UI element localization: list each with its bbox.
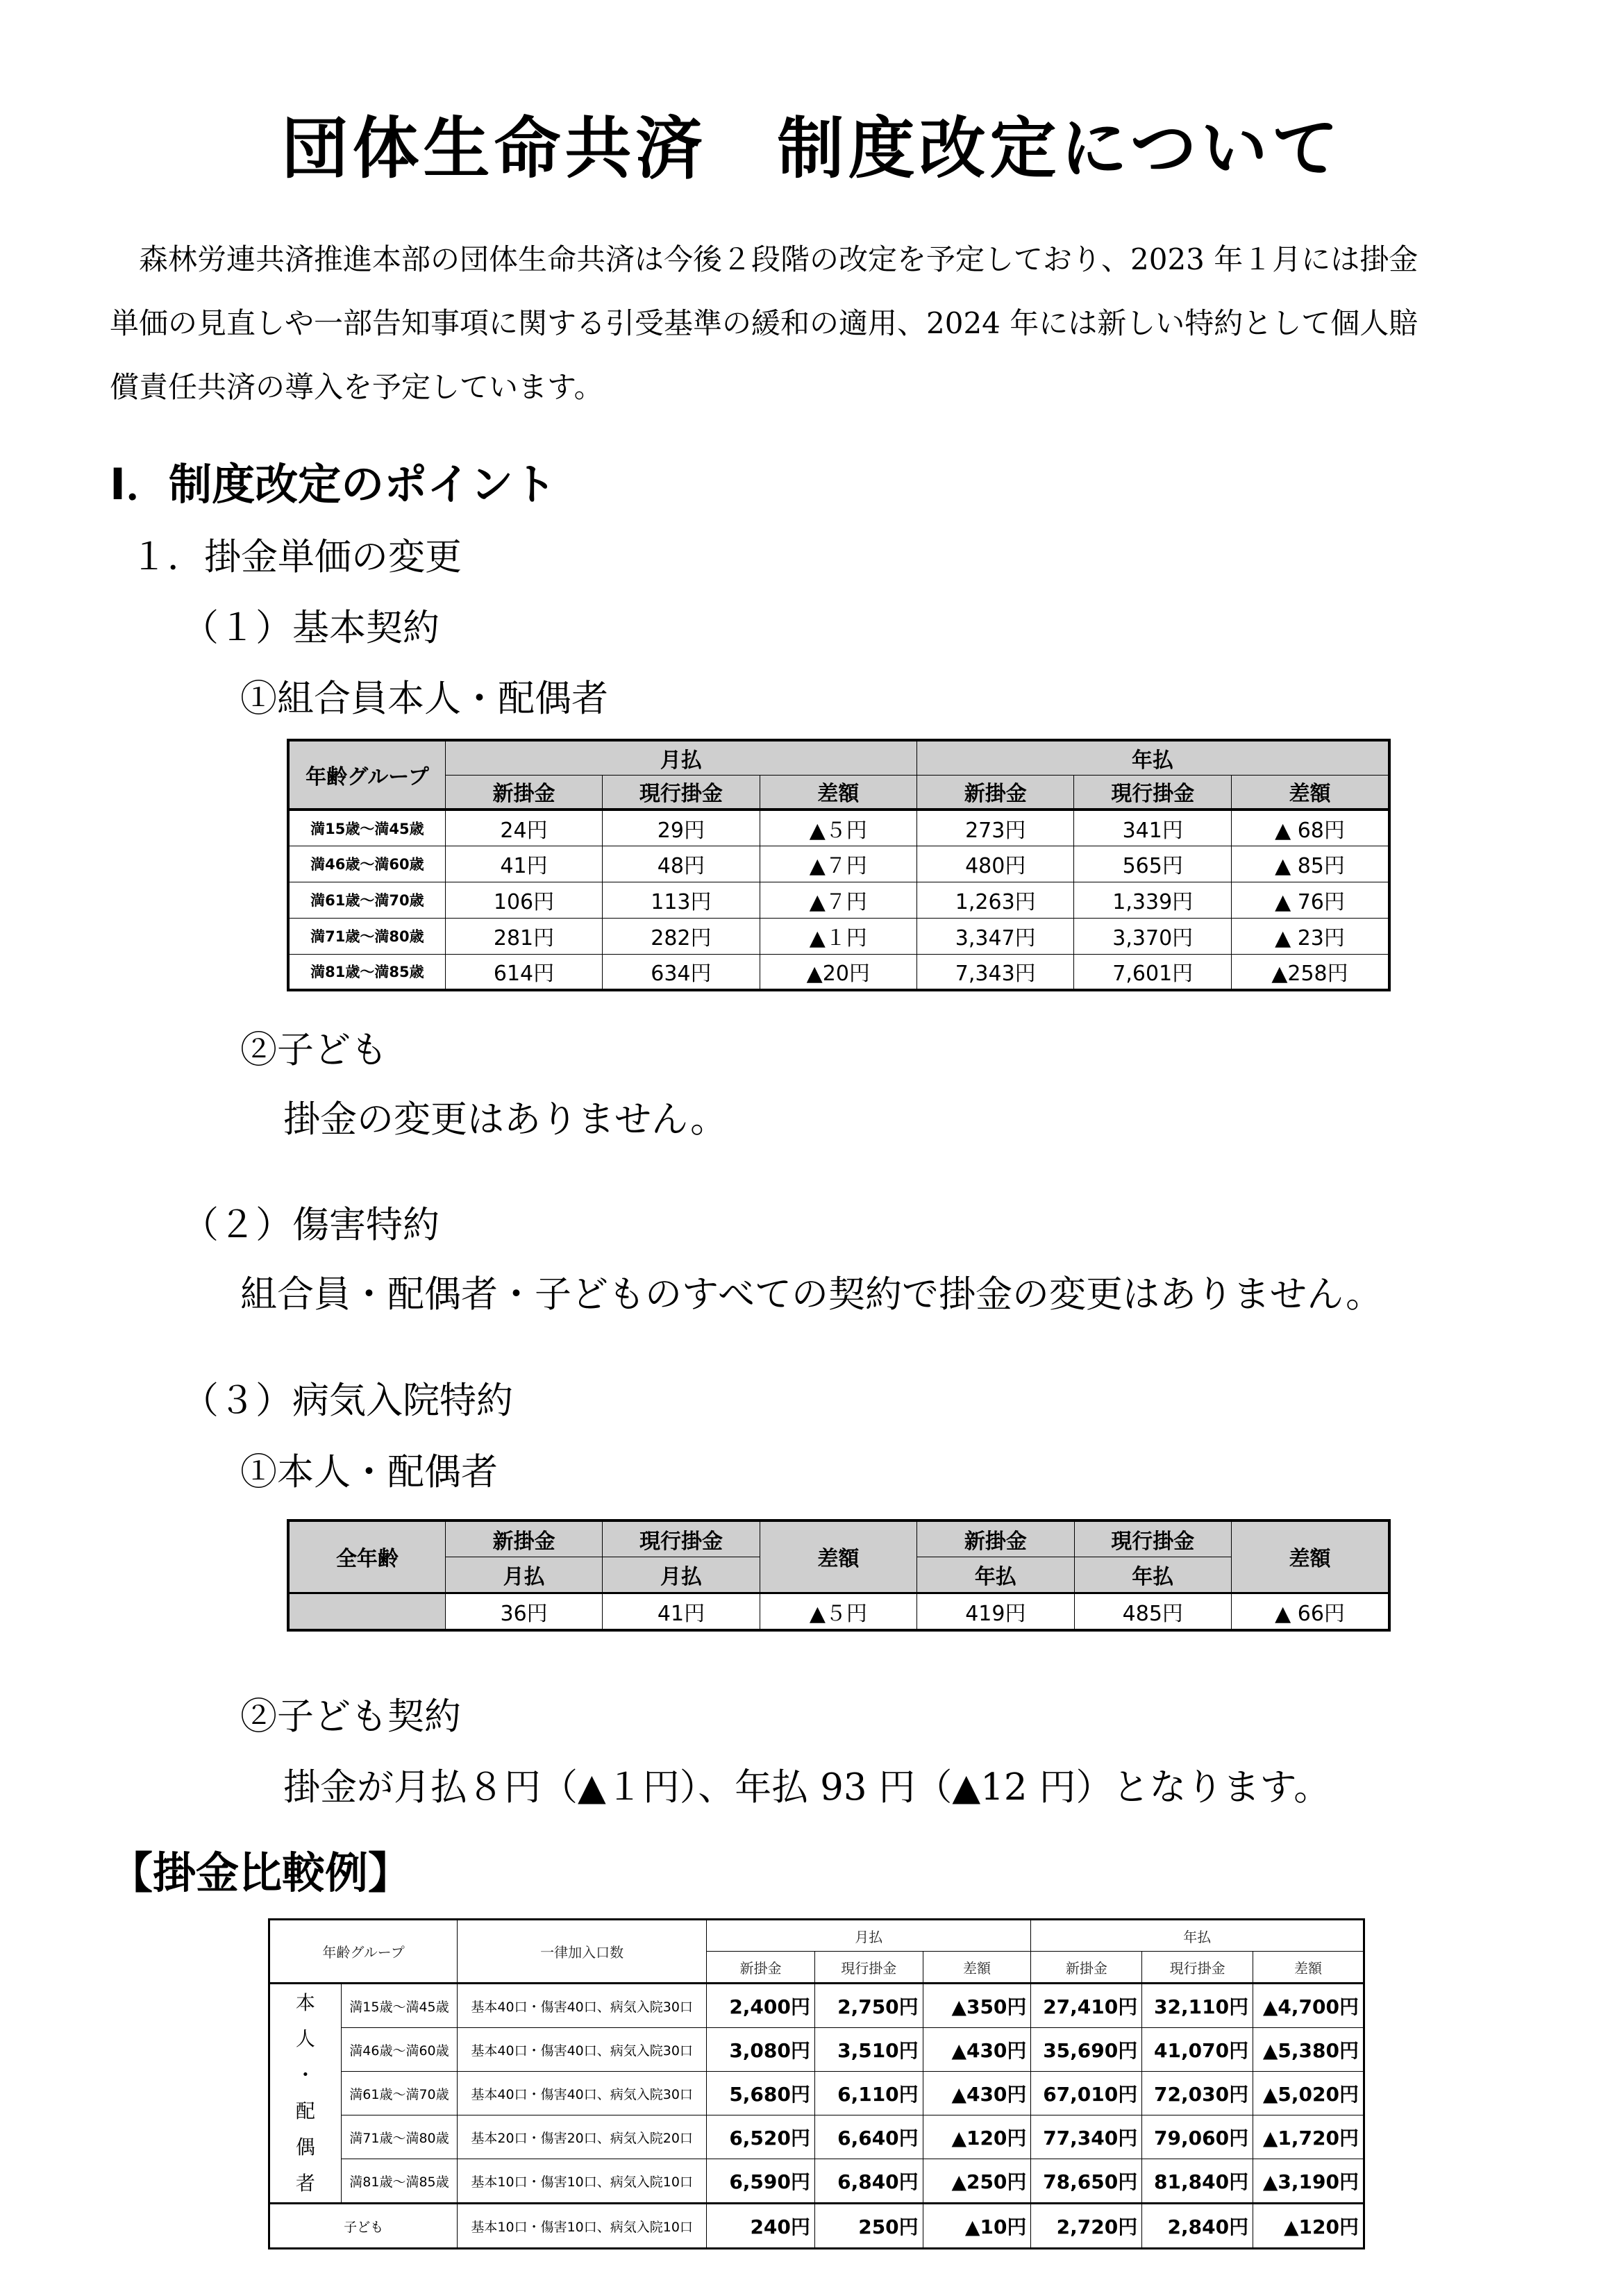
column-header: 差額 xyxy=(1232,1520,1389,1593)
age-cell: 満81歳～満85歳 xyxy=(341,2159,458,2204)
value-cell: 614円 xyxy=(445,954,602,990)
diff-cell: ▲７円 xyxy=(760,882,916,918)
table-row xyxy=(288,918,1389,954)
table-row xyxy=(269,2072,1364,2115)
member-spouse-label: 本 人 ・ 配 偶 者 xyxy=(269,1984,342,2204)
value-cell: 2,400円 xyxy=(707,1984,815,2028)
value-cell: 29円 xyxy=(603,810,760,846)
section-heading: Ⅰ．制度改定のポイント xyxy=(110,459,557,510)
age-cell: 満71歳～満80歳 xyxy=(341,2115,458,2159)
value-cell: 6,840円 xyxy=(814,2159,923,2204)
column-header: 新掛金 xyxy=(917,1520,1074,1557)
column-header: 現行掛金 xyxy=(1142,1952,1253,1984)
value-cell: 77,340円 xyxy=(1031,2115,1142,2159)
units-cell: 基本40口・傷害40口、病気入院30口 xyxy=(458,2072,707,2115)
diff-cell: ▲3,190円 xyxy=(1253,2159,1364,2204)
value-cell: 78,650円 xyxy=(1031,2159,1142,2204)
column-header: 差額 xyxy=(760,1520,916,1593)
value-cell: 480円 xyxy=(916,846,1074,882)
table-row xyxy=(288,954,1389,990)
column-header: 新掛金 xyxy=(1031,1952,1142,1984)
column-header: 差額 xyxy=(760,775,916,810)
diff-cell: ▲120円 xyxy=(1253,2204,1364,2249)
intro-line: 単価の見直しや一部告知事項に関する引受基準の緩和の適用、2024 年には新しい特約として個人賠 xyxy=(110,306,1418,340)
units-cell: 基本10口・傷害10口、病気入院10口 xyxy=(458,2204,707,2249)
value-cell: 81,840円 xyxy=(1142,2159,1253,2204)
comparison-table xyxy=(268,1918,1365,2249)
diff-cell: ▲430円 xyxy=(923,2072,1031,2115)
child-heading: ②子ども xyxy=(240,1029,387,1071)
column-header: 差額 xyxy=(1253,1952,1364,1984)
value-cell: 24円 xyxy=(445,810,602,846)
column-header: 現行掛金 xyxy=(603,1520,760,1557)
illness-child-heading: ②子ども契約 xyxy=(240,1695,461,1738)
value-cell: 27,410円 xyxy=(1031,1984,1142,2028)
column-subheader: 年払 xyxy=(1074,1557,1231,1593)
monthly-header: 月払 xyxy=(445,740,916,775)
table-row xyxy=(269,2028,1364,2072)
value-cell: 41,070円 xyxy=(1142,2028,1253,2072)
illness-heading: （３）病気入院特約 xyxy=(182,1380,513,1422)
value-cell: 67,010円 xyxy=(1031,2072,1142,2115)
value-cell: 3,347円 xyxy=(916,918,1074,954)
table-row xyxy=(269,2204,1364,2249)
value-cell: 113円 xyxy=(603,882,760,918)
value-cell: 7,343円 xyxy=(916,954,1074,990)
age-group-header: 年齢グループ xyxy=(269,1920,458,1984)
table-row xyxy=(288,882,1389,918)
intro-line: 森林労連共済推進本部の団体生命共済は今後２段階の改定を予定しており、2023 年１月には掛金 xyxy=(139,242,1418,276)
table-row xyxy=(288,846,1389,882)
units-cell: 基本40口・傷害40口、病気入院30口 xyxy=(458,1984,707,2028)
units-cell: 基本10口・傷害10口、病気入院10口 xyxy=(458,2159,707,2204)
value-cell: 6,640円 xyxy=(814,2115,923,2159)
value-cell: 5,680円 xyxy=(707,2072,815,2115)
column-header: 現行掛金 xyxy=(1074,1520,1231,1557)
diff-cell: ▲ 66円 xyxy=(1232,1593,1389,1630)
units-cell: 基本20口・傷害20口、病気入院20口 xyxy=(458,2115,707,2159)
diff-cell: ▲350円 xyxy=(923,1984,1031,2028)
age-cell: 満81歳～満85歳 xyxy=(288,954,445,990)
units-cell: 基本40口・傷害40口、病気入院30口 xyxy=(458,2028,707,2072)
basic-premium-table xyxy=(287,739,1391,991)
diff-cell: ▲5,020円 xyxy=(1253,2072,1364,2115)
value-cell: 341円 xyxy=(1074,810,1232,846)
column-header: 新掛金 xyxy=(445,1520,602,1557)
table-row xyxy=(288,1593,1389,1630)
diff-cell: ▲ 76円 xyxy=(1231,882,1389,918)
column-header: 新掛金 xyxy=(445,775,602,810)
yearly-header: 年払 xyxy=(1031,1920,1364,1952)
basic-contract-heading: （１）基本契約 xyxy=(182,607,440,649)
age-cell: 満61歳～満70歳 xyxy=(341,2072,458,2115)
intro-paragraph xyxy=(110,228,1505,419)
injury-text: 組合員・配偶者・子どものすべての契約で掛金の変更はありません。 xyxy=(240,1273,1383,1316)
diff-cell: ▲ 23円 xyxy=(1231,918,1389,954)
value-cell: 7,601円 xyxy=(1074,954,1232,990)
value-cell: 1,339円 xyxy=(1074,882,1232,918)
injury-heading: （２）傷害特約 xyxy=(182,1204,440,1246)
table-row xyxy=(269,2159,1364,2204)
intro-line: 償責任共済の導入を予定しています。 xyxy=(110,370,603,404)
value-cell: 6,590円 xyxy=(707,2159,815,2204)
diff-cell: ▲250円 xyxy=(923,2159,1031,2204)
child-text: 掛金の変更はありません。 xyxy=(283,1098,728,1141)
column-header: 新掛金 xyxy=(916,775,1074,810)
value-cell: 6,520円 xyxy=(707,2115,815,2159)
column-header: 現行掛金 xyxy=(603,775,760,810)
value-cell: 273円 xyxy=(916,810,1074,846)
age-cell: 満71歳～満80歳 xyxy=(288,918,445,954)
age-cell: 満46歳～満60歳 xyxy=(341,2028,458,2072)
child-label-cell: 子ども xyxy=(269,2204,458,2249)
diff-cell: ▲430円 xyxy=(923,2028,1031,2072)
monthly-header: 月払 xyxy=(707,1920,1031,1952)
diff-cell: ▲20円 xyxy=(760,954,916,990)
value-cell: 565円 xyxy=(1074,846,1232,882)
age-cell: 満46歳～満60歳 xyxy=(288,846,445,882)
table-row xyxy=(288,810,1389,846)
column-header: 差額 xyxy=(1231,775,1389,810)
value-cell: 2,720円 xyxy=(1031,2204,1142,2249)
diff-cell: ▲ 68円 xyxy=(1231,810,1389,846)
diff-cell: ▲１円 xyxy=(760,918,916,954)
value-cell: 36円 xyxy=(445,1593,602,1630)
value-cell: 41円 xyxy=(445,846,602,882)
age-group-header: 年齢グループ xyxy=(288,740,445,810)
value-cell: 419円 xyxy=(917,1593,1074,1630)
diff-cell: ▲120円 xyxy=(923,2115,1031,2159)
illness-child-text: 掛金が月払８円（▲１円）、年払 93 円（▲12 円）となります。 xyxy=(283,1766,1331,1809)
illness-members-heading: ①本人・配偶者 xyxy=(240,1451,498,1493)
comparison-heading: 【掛金比較例】 xyxy=(110,1847,412,1898)
units-header: 一律加入口数 xyxy=(458,1920,707,1984)
value-cell: 2,840円 xyxy=(1142,2204,1253,2249)
column-header: 差額 xyxy=(923,1952,1031,1984)
value-cell: 48円 xyxy=(603,846,760,882)
value-cell: 106円 xyxy=(445,882,602,918)
illness-premium-table xyxy=(287,1519,1391,1632)
column-subheader: 年払 xyxy=(917,1557,1074,1593)
blank-cell xyxy=(288,1593,445,1630)
value-cell: 6,110円 xyxy=(814,2072,923,2115)
members-heading: ①組合員本人・配偶者 xyxy=(240,678,608,720)
column-header: 現行掛金 xyxy=(1074,775,1232,810)
diff-cell: ▲1,720円 xyxy=(1253,2115,1364,2159)
column-header: 現行掛金 xyxy=(814,1952,923,1984)
value-cell: 3,510円 xyxy=(814,2028,923,2072)
value-cell: 1,263円 xyxy=(916,882,1074,918)
column-header: 新掛金 xyxy=(707,1952,815,1984)
diff-cell: ▲5,380円 xyxy=(1253,2028,1364,2072)
table-row xyxy=(269,1984,1364,2028)
value-cell: 35,690円 xyxy=(1031,2028,1142,2072)
page-title: 団体生命共済 制度改定について xyxy=(281,110,1343,187)
diff-cell: ▲７円 xyxy=(760,846,916,882)
diff-cell: ▲５円 xyxy=(760,810,916,846)
value-cell: 3,370円 xyxy=(1074,918,1232,954)
age-cell: 満15歳～満45歳 xyxy=(288,810,445,846)
column-subheader: 月払 xyxy=(445,1557,602,1593)
diff-cell: ▲258円 xyxy=(1231,954,1389,990)
diff-cell: ▲５円 xyxy=(760,1593,916,1630)
table-row xyxy=(269,2115,1364,2159)
value-cell: 282円 xyxy=(603,918,760,954)
subsection-heading: １．掛金単価の変更 xyxy=(131,536,462,578)
diff-cell: ▲4,700円 xyxy=(1253,1984,1364,2028)
value-cell: 250円 xyxy=(814,2204,923,2249)
age-cell: 満61歳～満70歳 xyxy=(288,882,445,918)
value-cell: 79,060円 xyxy=(1142,2115,1253,2159)
value-cell: 3,080円 xyxy=(707,2028,815,2072)
value-cell: 634円 xyxy=(603,954,760,990)
value-cell: 485円 xyxy=(1074,1593,1231,1630)
value-cell: 72,030円 xyxy=(1142,2072,1253,2115)
value-cell: 41円 xyxy=(603,1593,760,1630)
value-cell: 32,110円 xyxy=(1142,1984,1253,2028)
value-cell: 240円 xyxy=(707,2204,815,2249)
all-ages-header: 全年齢 xyxy=(288,1520,445,1593)
age-cell: 満15歳～満45歳 xyxy=(341,1984,458,2028)
value-cell: 2,750円 xyxy=(814,1984,923,2028)
yearly-header: 年払 xyxy=(916,740,1389,775)
column-subheader: 月払 xyxy=(603,1557,760,1593)
value-cell: 281円 xyxy=(445,918,602,954)
diff-cell: ▲10円 xyxy=(923,2204,1031,2249)
diff-cell: ▲ 85円 xyxy=(1231,846,1389,882)
